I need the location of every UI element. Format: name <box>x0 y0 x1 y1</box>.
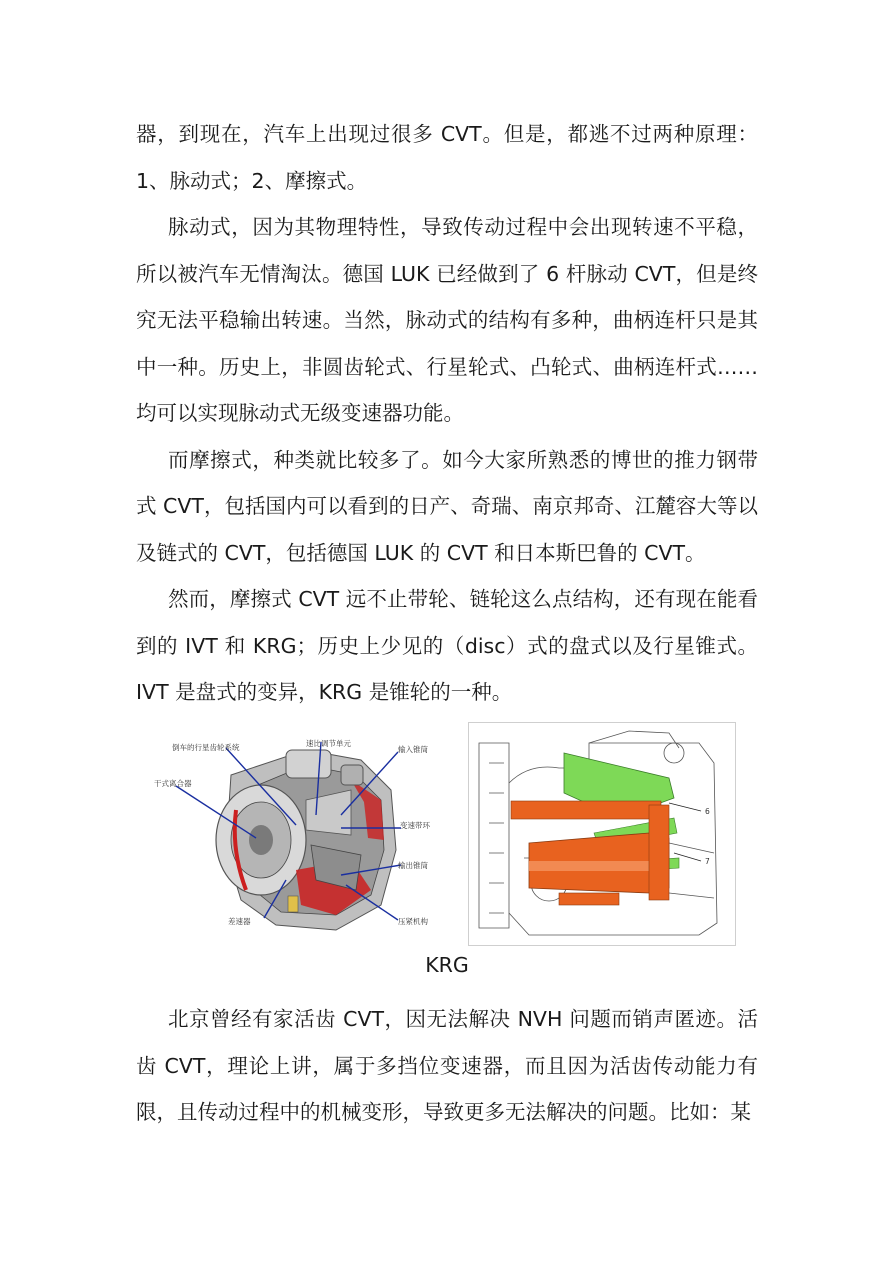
figure-caption: KRG <box>425 953 469 977</box>
label-input-cone: 输入锥筒 <box>398 745 428 754</box>
paragraph-4: 然而，摩擦式 CVT 远不止带轮、链轮这么点结构，还有现在能看到的 IVT 和 KRG；历史上少见的（disc）式的盘式以及行星锥式。IVT 是盘式的变异，KRG 是锥轮的一种。 <box>136 587 758 704</box>
krg-cutaway-figure <box>136 720 432 946</box>
label-ratio-unit: 速比调节单元 <box>306 739 351 748</box>
krg-cutaway-illustration <box>136 720 432 946</box>
body-text-top <box>136 111 758 716</box>
label-seven: 7 <box>705 857 710 866</box>
paragraph-3: 而摩擦式，种类就比较多了。如今大家所熟悉的博世的推力钢带式 CVT，包括国内可以看到的日产、奇瑞、南京邦奇、江麓容大等以及链式的 CVT，包括德国 LUK 的 CVT 和日本斯巴鲁的 CVT。 <box>136 447 758 565</box>
body-text-bottom <box>136 996 758 1136</box>
krg-section-figure <box>468 722 736 946</box>
label-planet: 倒车的行星齿轮系统 <box>172 743 240 752</box>
paragraph-1: 器，到现在，汽车上出现过很多 CVT。但是，都逃不过两种原理：1、脉动式；2、摩擦式。 <box>136 122 758 193</box>
paragraph-2: 脉动式，因为其物理特性，导致传动过程中会出现转速不平稳，所以被汽车无情淘汰。德国 LUK 已经做到了 6 杆脉动 CVT，但是终究无法平稳输出转速。当然，脉动式的结构有多种，曲柄连杆只是其中一种。历史上，非圆齿轮式、行星轮式、凸轮式、曲柄连杆式……均可以实现脉动式无级变速器功能。 <box>136 215 758 425</box>
figure-row <box>136 720 758 950</box>
label-press: 压紧机构 <box>398 917 428 926</box>
label-output-cone: 输出锥筒 <box>398 861 428 870</box>
paragraph-5: 北京曾经有家活齿 CVT，因无法解决 NVH 问题而销声匿迹。活齿 CVT，理论上讲，属于多挡位变速器，而且因为活齿传动能力有限，且传动过程中的机械变形，导致更多无法解决的问题。比如：某 <box>136 1007 758 1124</box>
krg-section-illustration <box>469 723 735 945</box>
label-dry-clutch: 干式离合器 <box>154 779 192 788</box>
label-steel-ring: 变速带环 <box>400 821 430 830</box>
label-diff: 差速器 <box>228 917 251 926</box>
label-six: 6 <box>705 807 710 816</box>
